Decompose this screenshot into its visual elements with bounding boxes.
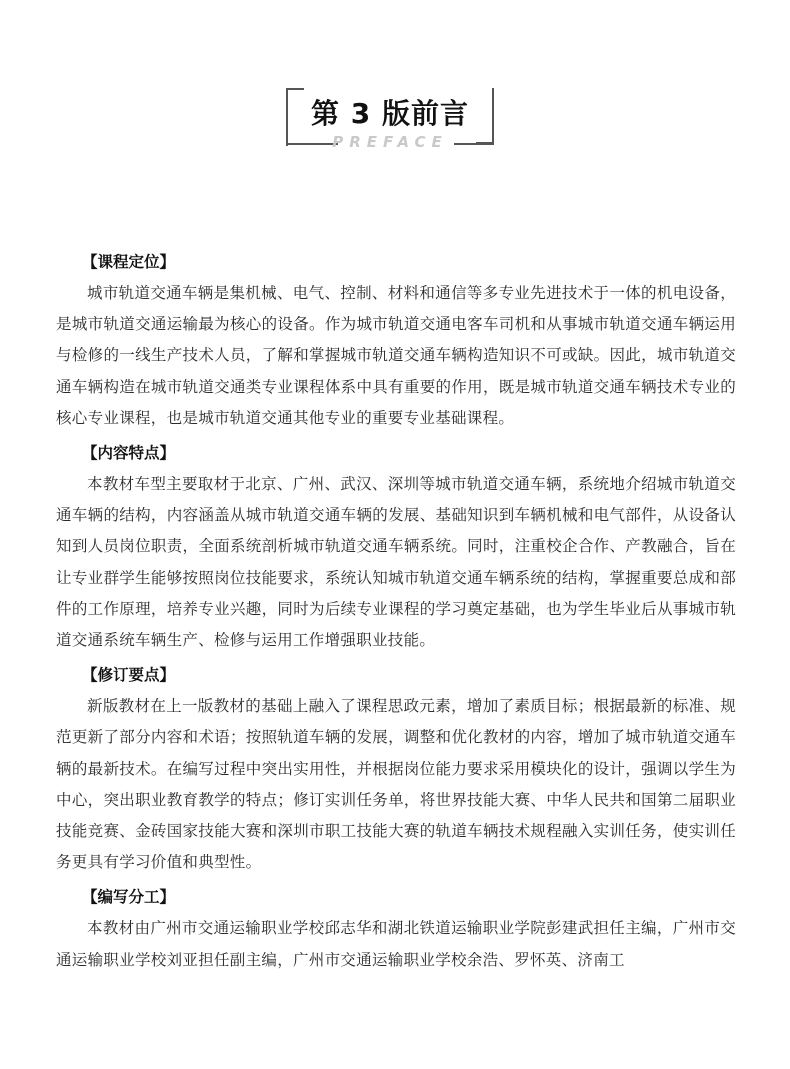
section-course-positioning (56, 248, 736, 434)
title-block (286, 88, 494, 152)
section-heading: 【编写分工】 (82, 888, 176, 907)
section-paragraph: 城市轨道交通车辆是集机械、电气、控制、材料和通信等多专业先进技术于一体的机电设备，是城市轨道交通运输最为核心的设备。作为城市轨道交通电客车司机和从事城市轨道交通车辆运用与检修的一线生产技术人员，了解和掌握城市轨道交通车辆构造知识不可或缺。因此，城市轨道交通车辆构造在城市轨道交通类专业课程体系中具有重要的作用，既是城市轨道交通车辆技术专业的核心专业课程，也是城市轨道交通其他专业的重要专业基础课程。 (56, 284, 736, 427)
page-title: 第 3 版前言 (311, 97, 469, 130)
page-subtitle: PREFACE (332, 133, 448, 151)
section-paragraph: 新版教材在上一版教材的基础上融入了课程思政元素，增加了素质目标；根据最新的标准、规范更新了部分内容和术语；按照轨道车辆的发展，调整和优化教材的内容，增加了城市轨道交通车辆的最新技术。在编写过程中突出实用性，并根据岗位能力要求采用模块化的设计，强调以学生为中心，突出职业教育教学的特点；修订实训任务单，将世界技能大赛、中华人民共和国第二届职业技能竞赛、金砖国家技能大赛和深圳市职工技能大赛的轨道车辆技术规程融入实训任务，使实训任务更具有学习价值和典型性。 (56, 697, 736, 872)
section-content-features (56, 439, 736, 656)
preface-body (56, 248, 736, 981)
section-heading: 【课程定位】 (82, 253, 176, 271)
section-writing-division (56, 883, 736, 975)
section-heading: 【内容特点】 (82, 444, 176, 463)
section-revision-points (56, 661, 736, 878)
section-paragraph: 本教材由广州市交通运输职业学校邱志华和湖北铁道运输职业学院彭建武担任主编，广州市交通运输职业学校刘亚担任副主编，广州市交通运输职业学校余浩、罗怀英、济南工 (56, 919, 736, 969)
section-paragraph: 本教材车型主要取材于北京、广州、武汉、深圳等城市轨道交通车辆，系统地介绍城市轨道交通车辆的结构，内容涵盖从城市轨道交通车辆的发展、基础知识到车辆机械和电气部件，从设备认知到人员岗位职责，全面系统剖析城市轨道交通车辆系统。同时，注重校企合作、产教融合，旨在让专业群学生能够按照岗位技能要求，系统认知城市轨道交通车辆系统的结构，掌握重要总成和部件的工作原理，培养专业兴趣，同时为后续专业课程的学习奠定基础，也为学生毕业后从事城市轨道交通系统车辆生产、检修与运用工作增强职业技能。 (56, 475, 736, 650)
section-heading: 【修订要点】 (82, 666, 176, 685)
